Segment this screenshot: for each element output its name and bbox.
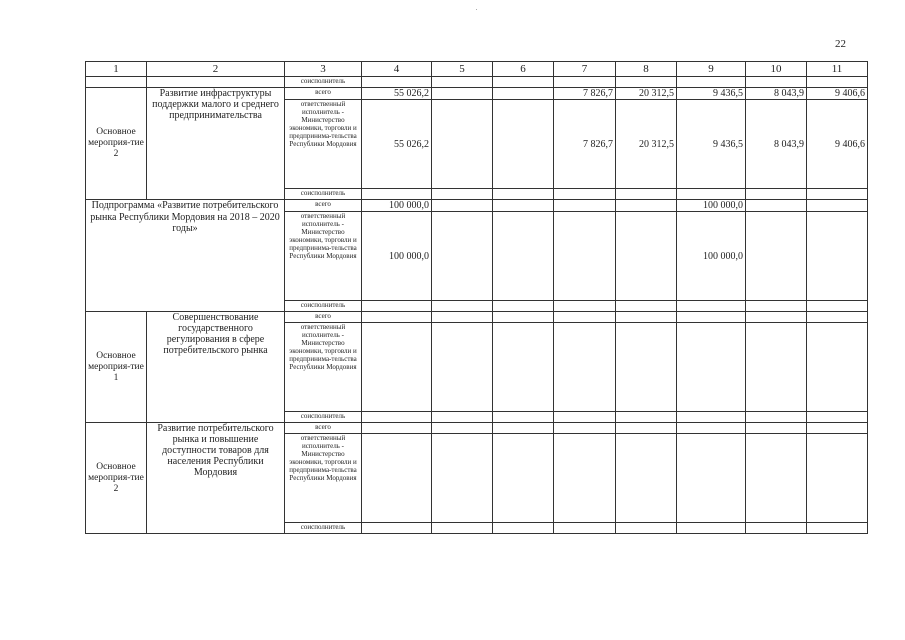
value-cell: 8 043,9 (746, 88, 807, 100)
value-cell: 9 406,6 (807, 88, 868, 100)
col-header: 8 (616, 62, 677, 77)
budget-table (85, 61, 868, 534)
value-cell (807, 200, 868, 212)
col-header: 5 (432, 62, 493, 77)
value-cell: 100 000,0 (362, 200, 432, 212)
role-label: ответственный исполнитель - Министерство экономики, торговли и предпринима-тельства Республики Мордовия (285, 100, 362, 189)
role-label: всего (285, 312, 362, 323)
col-header: 11 (807, 62, 868, 77)
value-cell (432, 88, 493, 100)
role-label: ответственный исполнитель - Министерство экономики, торговли и предпринима-тельства Республики Мордовия (285, 212, 362, 301)
measure-name: Развитие инфраструктуры поддержки малого и среднего предпринимательства (147, 88, 285, 200)
value-cell: 20 312,5 (616, 100, 677, 189)
col-header: 4 (362, 62, 432, 77)
col-header: 9 (677, 62, 746, 77)
role-label: соисполнитель (285, 77, 362, 88)
role-label: соисполнитель (285, 189, 362, 200)
col-header: 10 (746, 62, 807, 77)
role-label: соисполнитель (285, 523, 362, 534)
table-row (86, 423, 868, 434)
measure-name: Развитие потребительского рынка и повышение доступности товаров для населения Республики Мордовия (147, 423, 285, 534)
value-cell (432, 100, 493, 189)
table-row (86, 77, 868, 88)
scan-speck (476, 9, 477, 10)
value-cell (746, 212, 807, 301)
value-cell (493, 212, 554, 301)
value-cell: 9 436,5 (677, 88, 746, 100)
value-cell (493, 100, 554, 189)
measure-code: Основное мероприя-тие 2 (86, 423, 147, 534)
table-row (86, 200, 868, 212)
value-cell: 9 436,5 (677, 100, 746, 189)
value-cell (616, 200, 677, 212)
value-cell: 8 043,9 (746, 100, 807, 189)
col-header: 2 (147, 62, 285, 77)
role-label: соисполнитель (285, 412, 362, 423)
value-cell (616, 212, 677, 301)
col-header: 6 (493, 62, 554, 77)
header-row (86, 62, 868, 77)
role-label: всего (285, 88, 362, 100)
value-cell: 7 826,7 (554, 100, 616, 189)
role-label: всего (285, 200, 362, 212)
value-cell (432, 200, 493, 212)
value-cell (807, 212, 868, 301)
page-number: 22 (835, 38, 846, 50)
value-cell (554, 200, 616, 212)
subprogram-name: Подпрограмма «Развитие потребительского рынка Республики Мордовия на 2018 – 2020 годы» (86, 200, 285, 312)
measure-code: Основное мероприя-тие 2 (86, 88, 147, 200)
value-cell: 55 026,2 (362, 88, 432, 100)
value-cell: 7 826,7 (554, 88, 616, 100)
value-cell (432, 212, 493, 301)
value-cell: 100 000,0 (677, 200, 746, 212)
value-cell: 100 000,0 (362, 212, 432, 301)
role-label: ответственный исполнитель - Министерство экономики, торговли и предпринима-тельства Республики Мордовия (285, 323, 362, 412)
value-cell (746, 200, 807, 212)
col-header: 1 (86, 62, 147, 77)
table-row (86, 88, 868, 100)
value-cell: 9 406,6 (807, 100, 868, 189)
value-cell (554, 212, 616, 301)
value-cell: 100 000,0 (677, 212, 746, 301)
role-label: всего (285, 423, 362, 434)
measure-name: Совершенствование государственного регулирования в сфере потребительского рынка (147, 312, 285, 423)
col-header: 3 (285, 62, 362, 77)
table-row (86, 312, 868, 323)
role-label: соисполнитель (285, 301, 362, 312)
value-cell (493, 88, 554, 100)
value-cell: 20 312,5 (616, 88, 677, 100)
value-cell: 55 026,2 (362, 100, 432, 189)
col-header: 7 (554, 62, 616, 77)
role-label: ответственный исполнитель - Министерство экономики, торговли и предпринима-тельства Республики Мордовия (285, 434, 362, 523)
measure-code: Основное мероприя-тие 1 (86, 312, 147, 423)
value-cell (493, 200, 554, 212)
